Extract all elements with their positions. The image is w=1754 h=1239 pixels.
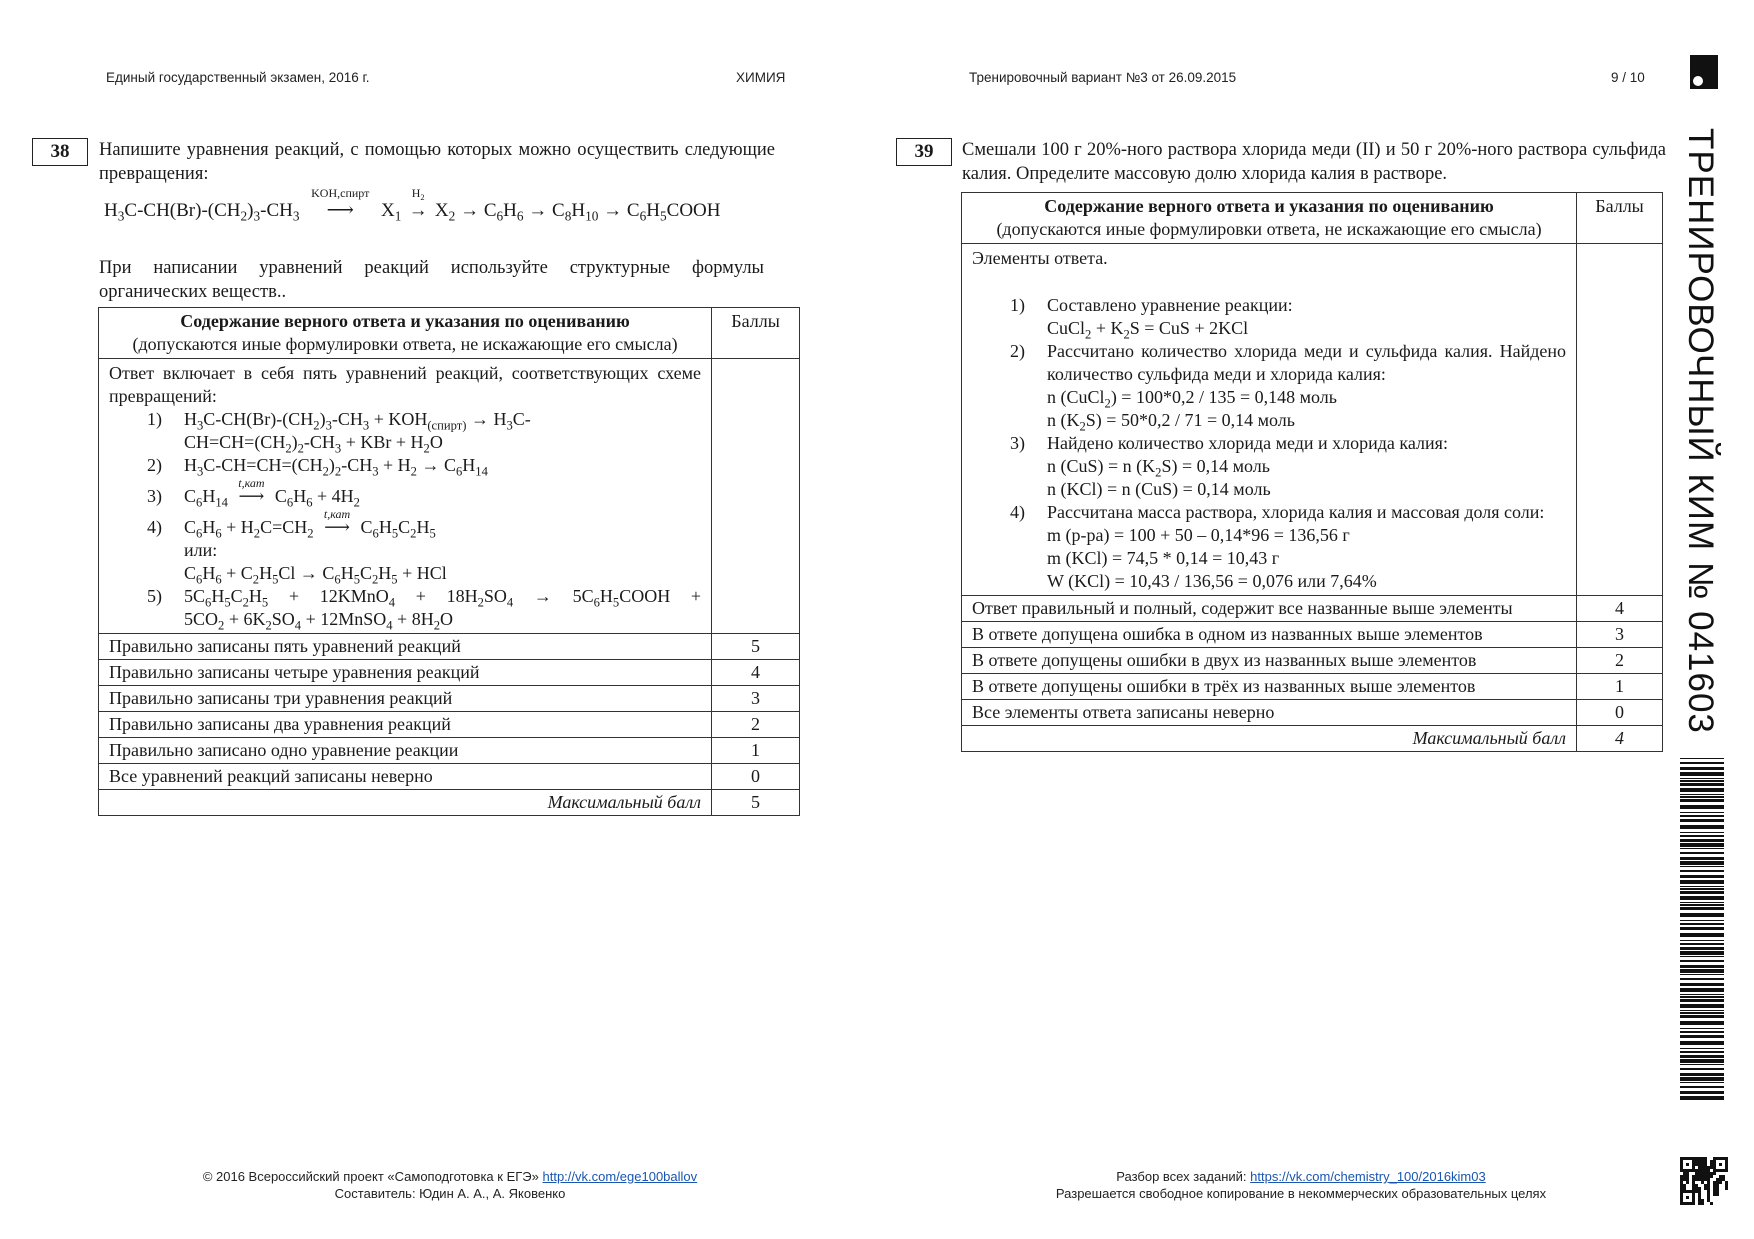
- exam-title: Единый государственный экзамен, 2016 г.: [106, 70, 370, 85]
- barcode-icon: [1680, 758, 1724, 1102]
- table-38-row: Правильно записаны три уравнения реакций 3: [99, 686, 800, 712]
- question-39-text: [962, 138, 1666, 186]
- question-38-text: [99, 138, 775, 186]
- footer-right: [1016, 1168, 1586, 1202]
- vertical-kim-title: ТРЕНИРОВОЧНЫЙ КИМ № 041603: [1681, 128, 1720, 734]
- table-39-row: В ответе допущены ошибки в трёх из названных выше элементов 1: [962, 674, 1663, 700]
- question-38-grading-table: [98, 307, 800, 816]
- footer-analysis-link[interactable]: https://vk.com/chemistry_100/2016kim03: [1250, 1169, 1486, 1184]
- question-38-prompt: Напишите уравнения реакций, с помощью которых можно осуществить следующие превращения:: [99, 140, 775, 184]
- table-39-row: Все элементы ответа записаны неверно 0: [962, 700, 1663, 726]
- arrow-1-label: KOH,спирт: [311, 186, 370, 200]
- answer-38-step-2: 2) $H_3C-CH=CH=(CH_2)_2-CH_3 + H_2 \to C_6H_{14}$: [147, 455, 488, 479]
- answer-38-steps: [109, 408, 701, 631]
- table-39-max-row: Максимальный балл 4: [962, 726, 1663, 752]
- answer-39-step-2: 2) Рассчитано количество хлорида меди и сульфида калия. Найдено количество сульфида меди и хлорида калия: n (CuCl$_2$) = 100*0,2 / 135 = 0,148 моль n $(K_2S) = 50*0,2 / 71 = 0,14$ моль: [1010, 341, 1567, 434]
- answer-39-step-3: 3) Найдено количество хлорида меди и хлорида калия: n (CuS) = n $(K_2S) = 0,14$ моль n (KCl) = n (CuS) = 0,14 моль: [1010, 433, 1448, 499]
- question-39-number: 39: [896, 138, 952, 166]
- table-38-row: Правильно записаны четыре уравнения реакций 4: [99, 660, 800, 686]
- variant-title: Тренировочный вариант №3 от 26.09.2015: [969, 70, 1237, 85]
- scheme-arrow-1: KOH,спирт ⟶: [304, 199, 376, 223]
- answer-38-intro: Ответ включает в себя пять уравнений реакций, соответствующих схеме превращений:: [109, 363, 702, 406]
- table-39-row: В ответе допущена ошибка в одном из названных выше элементов 3: [962, 622, 1663, 648]
- table-39-row: В ответе допущены ошибки в двух из названных выше элементов 2: [962, 648, 1663, 674]
- answer-38-step-1: 1) $H_3C-CH(Br)-(CH_2)_3-CH_3 + KOH_{(спирт)} \to H_3C-$ $CH=CH=(CH_2)_2-CH_3$ + KBr + $H_2O$: [147, 409, 531, 456]
- table-38-head-content: Содержание верного ответа и указания по оцениванию (допускаются иные формулировки ответа, не искажающие его смысла): [99, 308, 712, 359]
- conversion-scheme: $H_3C-CH(Br)-(CH_2)_3-CH_3$ KOH,спирт ⟶ $X_1$ $H_2$ → $X_2 \to C_6H_6 \to C_8H_{10}$ → $C_6H_5COOH$: [104, 199, 721, 223]
- question-38-number: 38: [32, 138, 88, 166]
- footer-project-link[interactable]: http://vk.com/ege100ballov: [542, 1169, 698, 1184]
- table-38-row: Правильно записаны пять уравнений реакций 5: [99, 634, 800, 660]
- question-38-note: [99, 256, 764, 304]
- table-38-row: Правильно записано одно уравнение реакции 1: [99, 738, 800, 764]
- footer-project: © 2016 Всероссийский проект «Самоподготовка к ЕГЭ»: [202, 1169, 539, 1184]
- footer-left: [170, 1168, 730, 1202]
- answer-38-step-3: 3) $C_6H_{14}$ t,кат ⟶ $C_6H_6 + 4H_2$: [147, 476, 360, 510]
- arrow-2-label: $H_2$: [411, 186, 425, 202]
- footer-analysis-label: Разбор всех заданий:: [1116, 1169, 1247, 1184]
- table-38-head-points: Баллы: [712, 308, 800, 359]
- question-38-instruction: При написании уравнений реакций используйте структурные формулы органических веществ..: [99, 258, 764, 302]
- subject-title: ХИМИЯ: [736, 70, 786, 85]
- table-39-row: Ответ правильный и полный, содержит все названные выше элементы 4: [962, 596, 1663, 622]
- corner-marker-icon: [1690, 55, 1718, 89]
- qr-code-icon: [1680, 1157, 1728, 1205]
- table-38-max-row: Максимальный балл 5: [99, 790, 800, 816]
- table-38-answer-body: [99, 359, 712, 634]
- answer-39-step-1: 1) Составлено уравнение реакции: CuCl$_2$ + $K_2S$ = CuS + 2KCl: [1010, 295, 1293, 342]
- answer-39-steps: [972, 294, 1566, 593]
- footer-copy-note: Разрешается свободное копирование в некоммерческих образовательных целях: [1055, 1186, 1547, 1201]
- table-39-head-content: Содержание верного ответа и указания по оцениванию (допускаются иные формулировки ответа, не искажающие его смысла): [962, 193, 1577, 244]
- question-39-prompt: Смешали 100 г 20%-ного раствора хлорида меди (II) и 50 г 20%-ного раствора сульфида калия. Определите массовую долю хлорида калия в растворе.: [962, 140, 1666, 184]
- table-38-row: Все уравнений реакций записаны неверно 0: [99, 764, 800, 790]
- answer-39-step-4: 4) Рассчитана масса раствора, хлорида калия и массовая доля соли: m (р-ра) = 100 + 50 – 0,14*96 = 136,56 г m (KCl) = 74,5 * 0,14 = 10,43 г W (KCl) = 10,43 / 136,56 = 0,076 или 7,64%: [1010, 502, 1545, 591]
- page-number: 9 / 10: [1611, 70, 1645, 85]
- table-39-answer-body: [962, 244, 1577, 596]
- answer-38-step-5: 5) $5C_6H_5C_2H_5$ + 12KMnO$_4$ + $18H_2SO_4$ → $5C_6H_5COOH$ + $5CO_2 + 6K_2SO_4$ + 12MnSO$_4$ + $8H_2O$: [147, 586, 702, 633]
- question-39-grading-table: [961, 192, 1663, 752]
- table-39-head-points: Баллы: [1577, 193, 1663, 244]
- answer-38-step-4: 4) $C_6H_6 + H_2C=CH_2$ t,кат ⟶ $C_6H_5C_2H_5$ или: $C_6H_6 + C_2H_5Cl \to C_6H_5C_2H_5$ + HCl: [147, 507, 447, 587]
- scheme-arrow-2: $H_2$ →: [406, 199, 430, 223]
- answer-39-elements-title: Элементы ответа.: [972, 248, 1108, 268]
- footer-authors: Составитель: Юдин А. А., А. Яковенко: [334, 1186, 566, 1201]
- table-38-row: Правильно записаны два уравнения реакций 2: [99, 712, 800, 738]
